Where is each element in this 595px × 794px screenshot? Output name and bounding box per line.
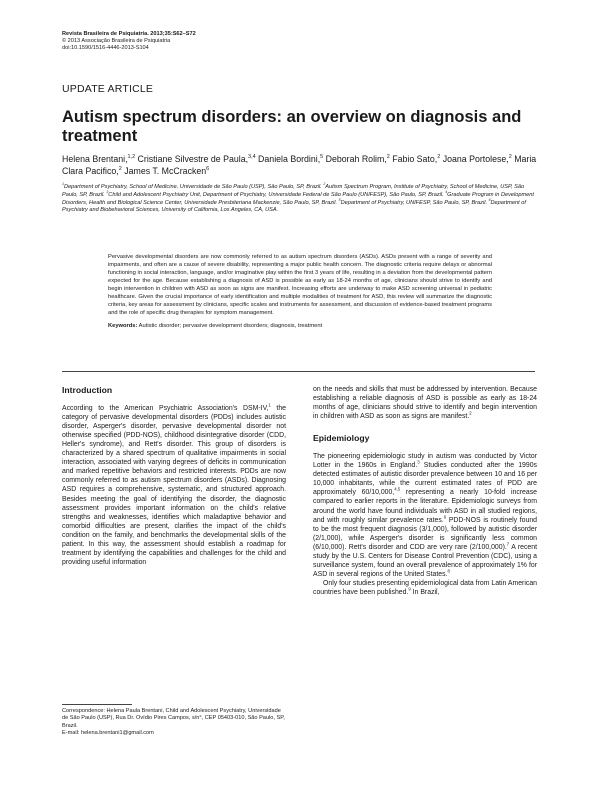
correspondence-email: E-mail: helena.brentani1@gmail.com: [62, 730, 154, 737]
author-list: [62, 154, 552, 177]
keywords-text: Autistic disorder; pervasive development disorders; diagnosis, treatment: [137, 323, 323, 329]
intro-paragraph: According to the American Psychiatric Association's DSM-IV,$^1$ the category of pervasive developmental disorders (PDDs) includes autistic disorder, Asperger's disorder, pervasive developmental disorder not otherwise specified (PDD-NOS), childhood disintegrative disorder (CDD, Heller's syndrome), and Rett's disorder. This group of disorders is characterized by a shared spectrum of qualitative impairments in social interaction, associated with varying degrees of deficits in communication and marked repetitive behaviors and restricted interests. PDDs are now commonly referred to as autism spectrum disorders (ASDs). Diagnosing ASD requires a comprehensive, systematic, and structured approach. Besides meeting the goal of identifying the disorder, the diagnostic assessment provides important information on the child's relative strengths and weaknesses, identifies which maladaptive behavior and comorbid difficulties are present, clarifies the impact of the child's condition on the family, and benchmarks the developmental skills of the patient. In this way, the assessment should establish a roadmap for treatment by identifying the capabilities and challenges for the child and providing useful information: [62, 402, 286, 566]
author: Joana Portolese,$^2$: [440, 154, 512, 164]
journal-citation: Revista Brasileira de Psiquiatria. 2013;35:S62–S72: [62, 31, 196, 37]
author: Fabio Sato,$^2$: [389, 154, 441, 164]
author: Maria Clara Pacifico,$^2$: [62, 154, 537, 176]
author: Cristiane Silvestre de Paula,$^{3,4}$: [135, 154, 256, 164]
affiliation: Autism Spectrum Program, Institute of Psychiatry, School of Medicine, USP, São Paulo, SP, Brazil.: [62, 184, 525, 198]
right-column: [313, 385, 537, 597]
section-divider: [62, 371, 535, 372]
keywords-label: Keywords:: [108, 323, 138, 329]
left-column: [62, 386, 286, 567]
affiliation: Department of Psychiatry, UNIFESP, São Paulo, SP, Brazil.: [340, 199, 489, 206]
author: Helena Brentani,$^{1,2}$: [62, 154, 136, 164]
affiliation: Department of Psychiatry and Biobehavioral Sciences, University of California, Los Angeles, CA, USA.: [62, 199, 526, 214]
abstract-text: Pervasive developmental disorders are now commonly referred to as autism spectrum disorders (ASDs). ASDs present with a range of severity and impairments, and often are a cause of severe disability, representing a major public health concern. The diagnostic criteria require delays or abnormal functioning in social interaction, language, and/or imaginative play within the first 3 years of life, resulting in a deviation from the developmental pattern expected for the age. Because establishing a diagnosis of ASD is possible as early as 18-24 months of age, clinicians should strive to identify and begin intervention in children with ASD as soon as signs are manifest. Increasing efforts are underway to make ASD screening universal in pediatric healthcare. Given the crucial importance of early identification and multiple modalities of treatment for ASD, this review will summarize the diagnostic criteria, key areas for assessment by clinicians, specific scales and instruments for assessment, and discussion of evidence-based treatment programs and the role of specific drug therapies for symptom management.: [108, 254, 492, 316]
epidemiology-paragraph: The pioneering epidemiologic study in autism was conducted by Victor Lotter in the 1960s in England.$^3$ Studies conducted after the 1990s detected estimates of autistic disorder prevalence between 10 and 16 per 10,000 inhabitants, while the current estimated rates of PDD are approximately 60/10,000,$^{4,5}$ representing a nearly 10-fold increase compared to earlier reports in the literature. Epidemiologic surveys from around the world have found individuals with ASD in all studied regions, and with roughly similar prevalence rates.$^6$ PDD-NOS is routinely found to be the most frequent diagnosis (3/1,000), followed by autistic disorder (2/1,000), while Asperger's disorder is significantly less common (6/10,000). Rett's disorder and CDD are very rare (2/100,000).$^7$ A recent study by the U.S. Centers for Disease Control Prevention (CDC), using a surveillance system, found an overall prevalence of approximately 1% for ASD in several regions of the United States.$^8$: [313, 453, 537, 578]
journal-header: [62, 31, 196, 53]
correspondence-address: Helena Paula Brentani, Child and Adolescent Psychiatry, Universidade de São Paulo (USP), Rua Dr. Ovídio Pires Campos, s/n°, CEP 05403-010, São Paulo, SP, Brazil.: [62, 708, 285, 729]
section-heading-introduction: Introduction: [62, 385, 113, 395]
author: Daniela Bordini,$^5$: [255, 154, 324, 164]
article-type: UPDATE ARTICLE: [62, 83, 154, 95]
abstract: [108, 253, 492, 330]
affiliation: Graduate Program in Development Disorders, Health and Biological Science Center, Universidade Presbiteriana Mackenzie, São Paulo, SP, Brazil.: [62, 191, 534, 206]
correspondence-label: Correspondence:: [62, 708, 105, 714]
affiliations: $^1$Department of Psychiatry, School of Medicine, Universidade de São Paulo (USP), São Paulo, SP, Brazil. $^2$Autism Spectrum Program, Institute of Psychiatry, School of Medicine, USP, São Paulo, SP, Brazil. $^3$Child and Adolescent Psychiatry Unit, Department of Psychiatry, Universidade Federal de São Paulo (UNIFESP), São Paulo, SP, Brazil. $^4$Graduate Program in Development Disorders, Health and Biological Science Center, Universidade Presbiteriana Mackenzie, São Paulo, SP, Brazil. $^5$Department of Psychiatry, UNIFESP, São Paulo, SP, Brazil. $^6$Department of Psychiatry and Biobehavioral Sciences, University of California, Los Angeles, CA, USA.: [62, 182, 534, 214]
author: Deborah Rolim,$^2$: [323, 154, 390, 164]
correspondence-note: [62, 708, 288, 738]
affiliation: Department of Psychiatry, School of Medicine, Universidade de São Paulo (USP), São Paulo, SP, Brazil.: [63, 184, 324, 190]
intro-paragraph-continued: on the needs and skills that must be addressed by intervention. Because establishing a reliable diagnosis of ASD is possible as early as 18-24 months of age, clinicians should strive to identify and begin intervention in children with ASD as soon as signs are manifest.$^2$: [313, 386, 537, 421]
copyright-notice: © 2013 Associação Brasileira de Psiquiatria: [62, 38, 171, 45]
author: James T. McCracken$^6$: [121, 165, 210, 176]
epidemiology-paragraph: Only four studies presenting epidemiological data from Latin American countries have been published.$^9$ In Brazil,: [313, 579, 537, 596]
affiliation: Child and Adolescent Psychiatry Unit, Department of Psychiatry, Universidade Federal de São Paulo (UNIFESP), São Paulo, SP, Brazil.: [108, 191, 446, 198]
keywords: [108, 322, 492, 330]
section-heading-epidemiology: Epidemiology: [313, 433, 370, 444]
doi: doi:10.1590/1516-4446-2013-S104: [62, 45, 149, 52]
article-title: Autism spectrum disorders: an overview on diagnosis and treatment: [62, 108, 522, 145]
footnote-divider: [62, 704, 132, 705]
